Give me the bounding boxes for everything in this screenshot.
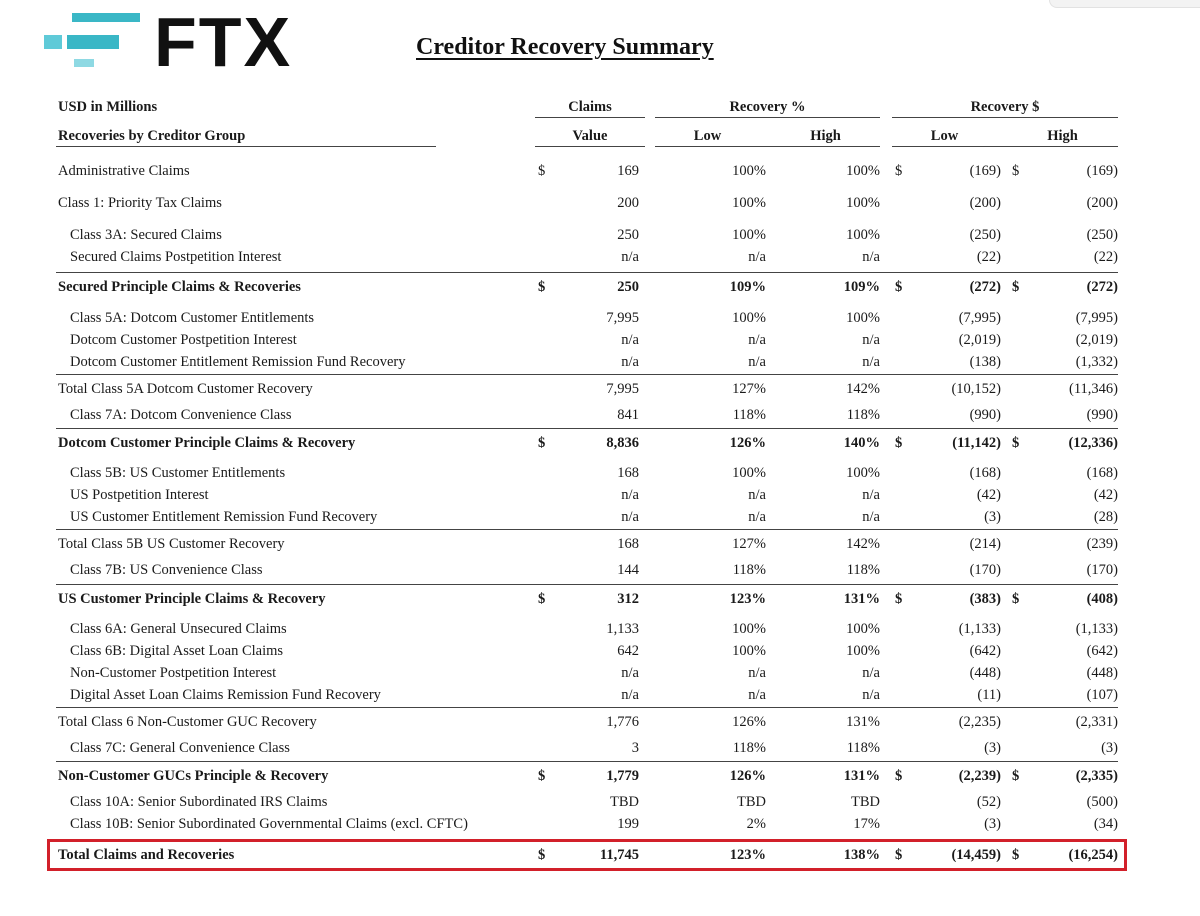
cell-rec-low: (3)	[984, 509, 1001, 525]
cell-dollar: $	[538, 591, 546, 607]
cell-dollar2: $	[895, 279, 903, 295]
cell-pct-high: 100%	[846, 465, 880, 481]
cell-pct-high: 131%	[843, 591, 880, 607]
cell-claims: n/a	[621, 249, 639, 265]
cell-pct-high: n/a	[862, 354, 880, 370]
row-label: Class 3A: Secured Claims	[70, 227, 222, 243]
cell-pct-low: 100%	[732, 621, 766, 637]
cell-rec-high: (500)	[1086, 794, 1118, 810]
cell-rec-low: (250)	[969, 227, 1001, 243]
cell-pct-low: 126%	[732, 714, 766, 730]
cell-claims: 11,745	[599, 847, 639, 863]
row-label: Class 5A: Dotcom Customer Entitlements	[70, 310, 315, 326]
cell-rec-low: (1,133)	[958, 621, 1001, 637]
cell-claims: n/a	[621, 487, 639, 503]
cell-claims: 312	[617, 591, 639, 607]
header-claims: Claims	[568, 99, 612, 115]
cell-dollar2: $	[895, 163, 903, 179]
cell-rec-high: (448)	[1086, 665, 1118, 681]
cell-claims: TBD	[610, 794, 639, 810]
cell-pct-high: 138%	[843, 847, 880, 863]
cell-rec-high: (250)	[1086, 227, 1118, 243]
cell-pct-low: 100%	[732, 643, 766, 659]
cell-claims: 1,133	[606, 621, 639, 637]
cell-rec-low: (642)	[969, 643, 1001, 659]
row-label: Class 7C: General Convenience Class	[70, 740, 290, 756]
cell-rec-low: (14,459)	[951, 847, 1001, 863]
cell-rec-high: (642)	[1086, 643, 1118, 659]
cell-claims: n/a	[621, 354, 639, 370]
cell-rec-high: (168)	[1086, 465, 1118, 481]
row-separator	[56, 529, 1118, 530]
cell-dollar: $	[538, 435, 546, 451]
total-highlight-box	[47, 839, 1127, 871]
cell-claims: n/a	[621, 687, 639, 703]
cell-pct-low: 126%	[729, 768, 766, 784]
cell-pct-high: 140%	[843, 435, 880, 451]
cell-claims: 168	[617, 536, 639, 552]
cell-dollar3: $	[1012, 768, 1020, 784]
row-label: Non-Customer Postpetition Interest	[70, 665, 277, 681]
row-label: Administrative Claims	[58, 163, 190, 179]
row-separator	[56, 374, 1118, 375]
cell-rec-high: (107)	[1086, 687, 1118, 703]
cell-claims: 250	[617, 227, 639, 243]
cell-rec-high: (1,332)	[1075, 354, 1118, 370]
cell-pct-high: n/a	[862, 665, 880, 681]
cell-rec-high: (990)	[1086, 407, 1118, 423]
cell-claims: 200	[617, 195, 639, 211]
row-label: Class 7B: US Convenience Class	[70, 562, 263, 578]
cell-claims: 3	[631, 740, 639, 756]
cell-rec-high: (239)	[1086, 536, 1118, 552]
cell-claims: 168	[617, 465, 639, 481]
cell-rec-low: (22)	[976, 249, 1001, 265]
cell-dollar3: $	[1012, 163, 1020, 179]
cell-dollar3: $	[1012, 591, 1020, 607]
cell-claims: 144	[617, 562, 639, 578]
header-underline-value	[535, 146, 645, 147]
cell-rec-low: (11,142)	[952, 435, 1001, 451]
row-label: Class 10A: Senior Subordinated IRS Claims	[70, 794, 328, 810]
header-usd-high: High	[1047, 128, 1078, 144]
row-separator	[56, 272, 1118, 273]
header-recovery-pct: Recovery %	[729, 99, 806, 115]
cell-claims: n/a	[621, 665, 639, 681]
cell-pct-high: 17%	[853, 816, 880, 832]
header-pct-high: High	[810, 128, 841, 144]
row-label: Total Class 5B US Customer Recovery	[58, 536, 285, 552]
cell-rec-high: (28)	[1093, 509, 1118, 525]
cell-pct-low: n/a	[748, 332, 766, 348]
row-label: Non-Customer GUCs Principle & Recovery	[58, 768, 329, 784]
row-label: US Postpetition Interest	[70, 487, 209, 503]
cell-rec-low: (138)	[969, 354, 1001, 370]
cell-rec-high: (16,254)	[1068, 847, 1118, 863]
cell-pct-high: 118%	[846, 740, 880, 756]
row-label: Total Class 6 Non-Customer GUC Recovery	[58, 714, 317, 730]
cell-rec-low: (7,995)	[958, 310, 1001, 326]
cell-pct-low: 100%	[732, 163, 766, 179]
cell-dollar2: $	[895, 435, 903, 451]
header-value: Value	[572, 128, 608, 144]
header-underline-pct-sub	[655, 146, 880, 147]
row-label: Dotcom Customer Postpetition Interest	[70, 332, 297, 348]
cell-pct-high: 142%	[846, 381, 880, 397]
cell-claims: 199	[617, 816, 639, 832]
row-label: Class 5B: US Customer Entitlements	[70, 465, 286, 481]
header-underline-recovery-usd	[892, 117, 1118, 118]
cell-rec-low: (169)	[969, 163, 1001, 179]
cell-rec-low: (168)	[969, 465, 1001, 481]
cell-pct-high: 100%	[846, 621, 880, 637]
header-underline-group	[56, 146, 436, 147]
row-label: Digital Asset Loan Claims Remission Fund Recovery	[70, 687, 381, 703]
cell-claims: 1,779	[606, 768, 639, 784]
cell-rec-low: (3)	[984, 816, 1001, 832]
cell-pct-low: 118%	[732, 407, 766, 423]
row-label: Total Claims and Recoveries	[58, 847, 235, 863]
cell-rec-low: (2,019)	[958, 332, 1001, 348]
cell-claims: 169	[617, 163, 639, 179]
cell-rec-high: (272)	[1086, 279, 1118, 295]
header-usd-low: Low	[930, 128, 959, 144]
row-separator	[56, 584, 1118, 585]
cell-rec-high: (34)	[1093, 816, 1118, 832]
cell-pct-low: n/a	[748, 354, 766, 370]
cell-dollar: $	[538, 279, 546, 295]
header-underline-usd-sub	[892, 146, 1118, 147]
cell-pct-low: n/a	[748, 249, 766, 265]
page-title: Creditor Recovery Summary	[416, 34, 714, 60]
cell-rec-high: (22)	[1093, 249, 1118, 265]
cell-dollar: $	[538, 768, 546, 784]
cell-dollar3: $	[1012, 435, 1020, 451]
cell-claims: n/a	[621, 509, 639, 525]
header-recovery-usd: Recovery $	[970, 99, 1040, 115]
cell-rec-high: (200)	[1086, 195, 1118, 211]
row-label: Class 6A: General Unsecured Claims	[70, 621, 287, 637]
cell-dollar2: $	[895, 847, 903, 863]
cell-pct-low: 118%	[732, 740, 766, 756]
cell-pct-low: TBD	[737, 794, 766, 810]
row-separator	[56, 428, 1118, 429]
cell-pct-low: n/a	[748, 687, 766, 703]
cell-pct-high: 131%	[846, 714, 880, 730]
cell-dollar3: $	[1012, 847, 1020, 863]
cell-pct-low: n/a	[748, 665, 766, 681]
cell-rec-high: (7,995)	[1075, 310, 1118, 326]
cell-rec-high: (170)	[1086, 562, 1118, 578]
cell-pct-low: 127%	[732, 381, 766, 397]
row-label: Class 1: Priority Tax Claims	[58, 195, 222, 211]
cell-pct-high: 109%	[843, 279, 880, 295]
cell-pct-high: 131%	[843, 768, 880, 784]
cell-rec-low: (448)	[969, 665, 1001, 681]
cell-claims: 250	[617, 279, 639, 295]
cell-rec-high: (42)	[1093, 487, 1118, 503]
cell-pct-high: n/a	[862, 687, 880, 703]
cell-pct-high: 100%	[846, 310, 880, 326]
header-underline-claims	[535, 117, 645, 118]
row-label: Dotcom Customer Principle Claims & Recovery	[58, 435, 356, 451]
cell-pct-high: 118%	[846, 562, 880, 578]
cell-rec-low: (200)	[969, 195, 1001, 211]
cell-pct-low: 100%	[732, 195, 766, 211]
cell-pct-high: n/a	[862, 509, 880, 525]
cell-pct-high: 142%	[846, 536, 880, 552]
cell-rec-low: (11)	[977, 687, 1001, 703]
row-separator	[56, 707, 1118, 708]
cell-claims: 8,836	[606, 435, 639, 451]
cell-claims: 7,995	[606, 310, 639, 326]
cell-rec-low: (3)	[984, 740, 1001, 756]
cell-pct-high: 100%	[846, 227, 880, 243]
cell-rec-high: (408)	[1086, 591, 1118, 607]
cell-claims: 7,995	[606, 381, 639, 397]
cell-rec-low: (52)	[976, 794, 1001, 810]
cell-pct-high: n/a	[862, 332, 880, 348]
cell-pct-low: 123%	[729, 591, 766, 607]
row-label: Dotcom Customer Entitlement Remission Fund Recovery	[70, 354, 406, 370]
header-group-label: Recoveries by Creditor Group	[58, 128, 246, 144]
row-label: Secured Claims Postpetition Interest	[70, 249, 282, 265]
cell-claims: n/a	[621, 332, 639, 348]
ftx-wordmark: FTX	[154, 3, 293, 81]
cell-rec-high: (11,346)	[1069, 381, 1118, 397]
row-label: Secured Principle Claims & Recoveries	[58, 279, 301, 295]
cell-rec-low: (2,239)	[958, 768, 1001, 784]
cell-pct-low: 109%	[729, 279, 766, 295]
cell-dollar2: $	[895, 591, 903, 607]
cell-rec-high: (3)	[1101, 740, 1118, 756]
cell-rec-high: (2,331)	[1075, 714, 1118, 730]
row-label: Class 10B: Senior Subordinated Governmental Claims (excl. CFTC)	[70, 816, 468, 832]
cell-dollar: $	[538, 847, 546, 863]
cell-rec-low: (2,235)	[958, 714, 1001, 730]
row-label: Total Class 5A Dotcom Customer Recovery	[58, 381, 313, 397]
cell-rec-high: (12,336)	[1068, 435, 1118, 451]
cell-pct-high: 118%	[846, 407, 880, 423]
cell-dollar3: $	[1012, 279, 1020, 295]
cell-pct-high: 100%	[846, 643, 880, 659]
cell-rec-high: (2,019)	[1075, 332, 1118, 348]
cell-pct-high: n/a	[862, 249, 880, 265]
cell-dollar2: $	[895, 768, 903, 784]
cell-pct-high: 100%	[846, 163, 880, 179]
row-label: US Customer Principle Claims & Recovery	[58, 591, 326, 607]
cell-rec-low: (990)	[969, 407, 1001, 423]
cell-rec-low: (42)	[976, 487, 1001, 503]
header-pct-low: Low	[693, 128, 722, 144]
cell-pct-high: n/a	[862, 487, 880, 503]
cell-pct-low: 118%	[732, 562, 766, 578]
header-units: USD in Millions	[58, 99, 158, 115]
cell-claims: 841	[617, 407, 639, 423]
cell-rec-low: (383)	[969, 591, 1001, 607]
cell-pct-low: 2%	[746, 816, 766, 832]
cell-rec-low: (10,152)	[951, 381, 1001, 397]
cell-pct-low: 100%	[732, 310, 766, 326]
cell-pct-high: TBD	[851, 794, 880, 810]
cell-pct-low: 126%	[729, 435, 766, 451]
cell-rec-low: (272)	[969, 279, 1001, 295]
cell-claims: 1,776	[606, 714, 639, 730]
cell-pct-low: n/a	[748, 487, 766, 503]
cell-pct-low: 123%	[729, 847, 766, 863]
row-separator	[56, 761, 1118, 762]
cell-rec-low: (170)	[969, 562, 1001, 578]
cell-rec-high: (1,133)	[1075, 621, 1118, 637]
row-label: Class 6B: Digital Asset Loan Claims	[70, 643, 284, 659]
row-label: US Customer Entitlement Remission Fund Recovery	[70, 509, 378, 525]
cell-pct-low: 100%	[732, 227, 766, 243]
cell-rec-high: (169)	[1086, 163, 1118, 179]
cell-claims: 642	[617, 643, 639, 659]
cell-dollar: $	[538, 163, 546, 179]
cell-pct-low: n/a	[748, 509, 766, 525]
cell-rec-high: (2,335)	[1075, 768, 1118, 784]
cell-pct-high: 100%	[846, 195, 880, 211]
row-label: Class 7A: Dotcom Convenience Class	[70, 407, 292, 423]
cell-pct-low: 100%	[732, 465, 766, 481]
cell-rec-low: (214)	[969, 536, 1001, 552]
cell-pct-low: 127%	[732, 536, 766, 552]
header-underline-recovery-pct	[655, 117, 880, 118]
